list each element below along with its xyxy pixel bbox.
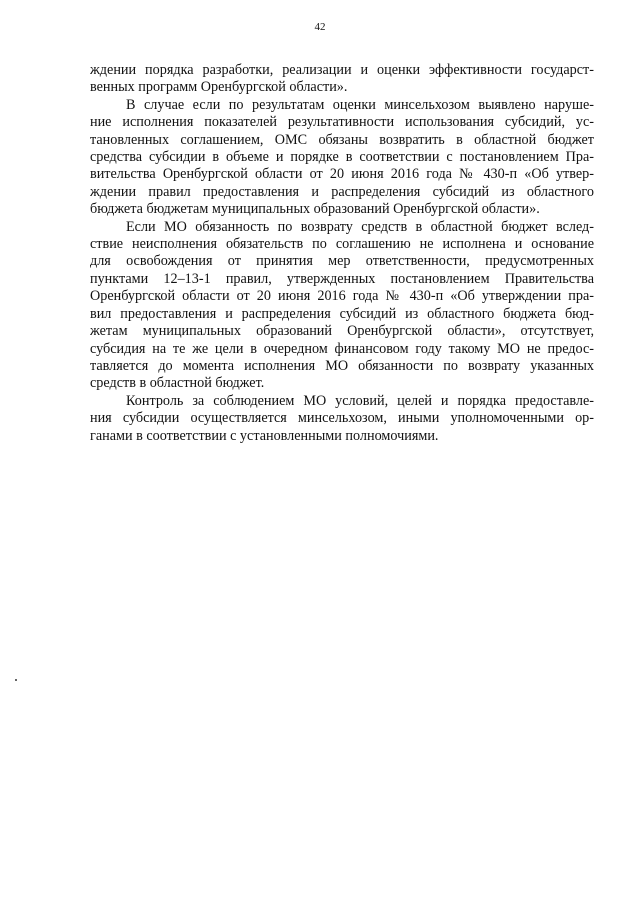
text-line: вительства Оренбургской области от 20 июня 2016 года № 430-п «Об утвер-: [90, 166, 594, 183]
text-line: ганами в соответствии с установленными полномочиями.: [90, 427, 439, 444]
text-line: для освобождения от принятия мер ответственности, предусмотренных: [90, 253, 594, 270]
paragraph-violation-refund: [90, 97, 594, 219]
text-line: вил предоставления и распределения субсидий из областного бюджета бюд-: [90, 305, 594, 322]
text-line: средств в областной бюджет.: [90, 375, 265, 392]
paragraph-continuation: [90, 62, 594, 97]
text-line: средства субсидии в объеме и порядке в соответствии с постановлением Пра-: [90, 149, 594, 166]
text-line: венных программ Оренбургской области».: [90, 79, 348, 96]
text-line: ствие неисполнения обязательств по соглашению не исполнена и основание: [90, 236, 594, 253]
scan-speck: [15, 679, 17, 681]
text-line: ния субсидии осуществляется минсельхозом, иными уполномоченными ор-: [90, 410, 594, 427]
document-body: [90, 62, 594, 445]
page-number: 42: [314, 21, 326, 33]
paragraph-unfulfilled-obligation: [90, 219, 594, 393]
text-line: тавляется до момента исполнения МО обязанности по возврату указанных: [90, 357, 594, 374]
text-line: жетам муниципальных образований Оренбургской области», отсутствует,: [90, 323, 594, 340]
text-line: пунктами 12–13-1 правил, утвержденных постановлением Правительства: [90, 270, 594, 287]
text-line: В случае если по результатам оценки минсельхозом выявлено наруше-: [126, 96, 594, 113]
text-line: ждении порядка разработки, реализации и оценки эффективности государст-: [90, 62, 594, 78]
text-line: ние исполнения показателей результативности использования субсидий, ус-: [90, 114, 594, 131]
paragraph-control: [90, 393, 594, 445]
text-line: ждении правил предоставления и распределения субсидий из областного: [90, 183, 594, 200]
text-line: тановленных соглашением, ОМС обязаны возвратить в областной бюджет: [90, 131, 594, 148]
text-line: бюджета бюджетам муниципальных образований Оренбургской области».: [90, 201, 540, 218]
text-line: Оренбургской области от 20 июня 2016 года № 430-п «Об утверждении пра-: [90, 288, 594, 305]
text-line: Если МО обязанность по возврату средств в областной бюджет вслед-: [126, 218, 594, 235]
text-line: Контроль за соблюдением МО условий, целей и порядка предоставле-: [126, 392, 594, 409]
text-line: субсидия на те же цели в очередном финансовом году такому МО не предос-: [90, 340, 594, 357]
